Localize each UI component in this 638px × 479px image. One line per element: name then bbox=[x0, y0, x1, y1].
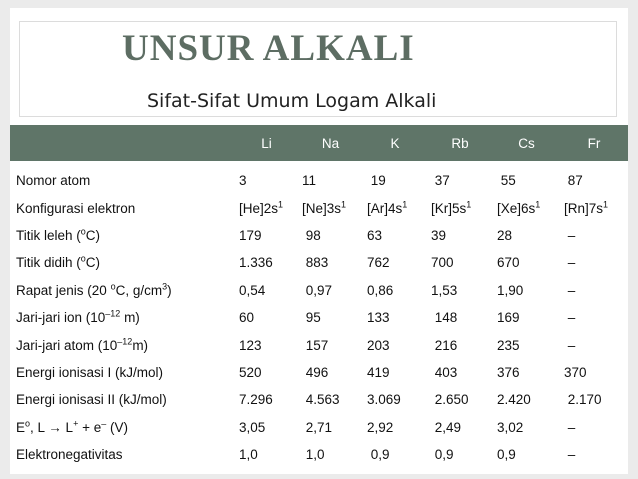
table-cell bbox=[363, 414, 427, 441]
table-cell bbox=[235, 194, 298, 221]
slide-subtitle: Sifat-Sifat Umum Logam Alkali bbox=[147, 90, 437, 112]
row-label bbox=[10, 331, 235, 358]
cell-value: [He]2s bbox=[239, 200, 279, 216]
table-cell bbox=[560, 277, 628, 304]
cell-superscript: 1 bbox=[278, 199, 284, 210]
row-label-text: Jari-jari atom (10 bbox=[16, 337, 118, 353]
table-row bbox=[10, 194, 628, 221]
table-cell bbox=[427, 249, 493, 276]
cell-value: 98 bbox=[302, 227, 321, 243]
cell-value: 2,49 bbox=[431, 419, 462, 435]
table-cell bbox=[298, 194, 363, 221]
row-label-text: (V) bbox=[106, 419, 128, 435]
row-label bbox=[10, 414, 235, 441]
cell-value: 39 bbox=[431, 227, 447, 243]
cell-value: 123 bbox=[239, 337, 262, 353]
row-label-superscript: 3 bbox=[162, 281, 168, 292]
slide-title: UNSUR ALKALI bbox=[122, 28, 415, 69]
cell-value: 133 bbox=[367, 310, 390, 326]
table-cell bbox=[235, 414, 298, 441]
cell-value: 520 bbox=[239, 364, 262, 380]
cell-value: 2.420 bbox=[497, 392, 531, 408]
cell-value: 0,9 bbox=[497, 447, 516, 463]
table-row bbox=[10, 331, 628, 358]
table-cell bbox=[560, 414, 628, 441]
table-cell bbox=[235, 249, 298, 276]
row-label-superscript: o bbox=[80, 226, 86, 237]
row-label-superscript: o bbox=[80, 253, 86, 264]
table-cell bbox=[235, 161, 298, 194]
row-label-text: m) bbox=[132, 337, 149, 353]
table-cell bbox=[560, 359, 628, 386]
table-cell bbox=[560, 441, 628, 468]
cell-superscript: 1 bbox=[402, 199, 408, 210]
row-label-text: + e bbox=[78, 419, 102, 435]
cell-superscript: 1 bbox=[535, 199, 541, 210]
table-cell bbox=[235, 359, 298, 386]
cell-value: 63 bbox=[367, 227, 383, 243]
table-cell bbox=[235, 386, 298, 413]
table-cell bbox=[363, 441, 427, 468]
header-cell-k: K bbox=[390, 135, 400, 151]
table-cell bbox=[298, 304, 363, 331]
table-header-row bbox=[10, 125, 628, 161]
header-cell-li: Li bbox=[261, 135, 272, 151]
row-label-superscript: –12 bbox=[105, 308, 121, 319]
table-cell bbox=[235, 441, 298, 468]
cell-value: [Kr]5s bbox=[431, 200, 467, 216]
row-label-text: C, g/cm bbox=[115, 282, 163, 298]
row-label-text: Rapat jenis (20 bbox=[16, 282, 111, 298]
cell-value: 216 bbox=[431, 337, 458, 353]
table-cell bbox=[560, 194, 628, 221]
properties-table-wrapper bbox=[10, 125, 628, 468]
cell-value: 0,9 bbox=[367, 447, 390, 463]
cell-value: 1,90 bbox=[497, 282, 524, 298]
header-cell-fr: Fr bbox=[587, 135, 601, 151]
table-cell bbox=[560, 386, 628, 413]
cell-value: 2.170 bbox=[564, 392, 602, 408]
cell-value: 0,9 bbox=[431, 447, 454, 463]
table-cell bbox=[560, 304, 628, 331]
table-row bbox=[10, 161, 628, 194]
row-label-superscript: o bbox=[110, 281, 116, 292]
table-cell bbox=[298, 414, 363, 441]
row-label-text: m) bbox=[120, 310, 140, 326]
row-label-text: Nomor atom bbox=[16, 173, 91, 189]
cell-value: 203 bbox=[367, 337, 390, 353]
table-cell bbox=[560, 249, 628, 276]
cell-value: 148 bbox=[431, 310, 458, 326]
cell-value: 55 bbox=[497, 173, 516, 189]
cell-value: 1,0 bbox=[302, 447, 325, 463]
table-row bbox=[10, 359, 628, 386]
cell-value: 2,71 bbox=[302, 419, 333, 435]
row-label-text: C) bbox=[85, 255, 101, 271]
cell-value: 7.296 bbox=[239, 392, 273, 408]
table-cell bbox=[427, 222, 493, 249]
cell-value: 370 bbox=[564, 364, 587, 380]
table-cell bbox=[560, 161, 628, 194]
slide bbox=[10, 8, 628, 474]
cell-value: – bbox=[564, 447, 576, 463]
table-cell bbox=[363, 331, 427, 358]
row-label-text: Titik leleh ( bbox=[16, 227, 81, 243]
cell-value: 883 bbox=[302, 255, 329, 271]
table-cell bbox=[235, 304, 298, 331]
row-label-text: Titik didih ( bbox=[16, 255, 81, 271]
cell-value: 419 bbox=[367, 364, 390, 380]
row-label bbox=[10, 222, 235, 249]
table-cell bbox=[363, 277, 427, 304]
cell-value: 3.069 bbox=[367, 392, 401, 408]
row-label-superscript: + bbox=[73, 418, 79, 429]
cell-value: 169 bbox=[497, 310, 520, 326]
table-cell bbox=[235, 277, 298, 304]
row-label bbox=[10, 359, 235, 386]
row-label bbox=[10, 386, 235, 413]
cell-value: 1,0 bbox=[239, 447, 258, 463]
row-label bbox=[10, 249, 235, 276]
row-label-text: Energi ionisasi II (kJ/mol) bbox=[16, 392, 167, 408]
table-cell bbox=[363, 386, 427, 413]
table-row bbox=[10, 386, 628, 413]
table-cell bbox=[427, 194, 493, 221]
cell-value: 235 bbox=[497, 337, 520, 353]
cell-value: 1.336 bbox=[239, 255, 273, 271]
cell-value: 37 bbox=[431, 173, 450, 189]
cell-value: 19 bbox=[367, 173, 386, 189]
cell-value: 87 bbox=[564, 173, 583, 189]
cell-value: – bbox=[564, 282, 576, 298]
table-cell bbox=[427, 386, 493, 413]
table-row bbox=[10, 304, 628, 331]
cell-value: 496 bbox=[302, 364, 329, 380]
table-cell bbox=[298, 441, 363, 468]
cell-value: – bbox=[564, 337, 576, 353]
cell-value: 762 bbox=[367, 255, 390, 271]
cell-value: [Ar]4s bbox=[367, 200, 403, 216]
cell-value: 3 bbox=[239, 173, 247, 189]
cell-value: [Xe]6s bbox=[497, 200, 536, 216]
table-cell bbox=[427, 277, 493, 304]
table-cell bbox=[427, 161, 493, 194]
cell-value: 2.650 bbox=[431, 392, 469, 408]
cell-value: 3,05 bbox=[239, 419, 266, 435]
row-label-text: Energi ionisasi I (kJ/mol) bbox=[16, 364, 164, 380]
header-cell-label bbox=[10, 125, 235, 161]
table-cell bbox=[298, 249, 363, 276]
cell-superscript: 1 bbox=[603, 199, 609, 210]
cell-value: 11 bbox=[302, 173, 317, 189]
cell-value: 179 bbox=[239, 227, 262, 243]
table-cell bbox=[235, 331, 298, 358]
table-cell bbox=[298, 331, 363, 358]
table-cell bbox=[560, 331, 628, 358]
table-cell bbox=[493, 277, 560, 304]
cell-value: 0,86 bbox=[367, 282, 394, 298]
table-cell bbox=[363, 359, 427, 386]
table-cell bbox=[493, 386, 560, 413]
cell-superscript: 1 bbox=[466, 199, 472, 210]
cell-value: 700 bbox=[431, 255, 454, 271]
table-cell bbox=[493, 222, 560, 249]
table-cell bbox=[298, 222, 363, 249]
row-label-text: C) bbox=[85, 227, 101, 243]
table-cell bbox=[493, 331, 560, 358]
table-cell bbox=[427, 359, 493, 386]
cell-value: [Ne]3s bbox=[302, 200, 342, 216]
cell-value: – bbox=[564, 419, 576, 435]
cell-value: – bbox=[564, 227, 576, 243]
cell-value: 3,02 bbox=[497, 419, 524, 435]
table-cell bbox=[427, 414, 493, 441]
row-label-text: E bbox=[16, 419, 26, 435]
cell-value: [Rn]7s bbox=[564, 200, 604, 216]
cell-value: 0,97 bbox=[302, 282, 333, 298]
table-cell bbox=[493, 414, 560, 441]
table-cell bbox=[493, 194, 560, 221]
cell-value: 2,92 bbox=[367, 419, 394, 435]
row-label-superscript: –12 bbox=[117, 336, 133, 347]
row-label-superscript: – bbox=[101, 418, 107, 429]
cell-value: 157 bbox=[302, 337, 329, 353]
table-cell bbox=[363, 304, 427, 331]
table-cell bbox=[363, 161, 427, 194]
cell-value: – bbox=[564, 310, 576, 326]
table-row bbox=[10, 441, 628, 468]
cell-value: – bbox=[564, 255, 576, 271]
table-cell bbox=[427, 441, 493, 468]
table-row bbox=[10, 414, 628, 441]
cell-superscript: 1 bbox=[341, 199, 347, 210]
table-cell bbox=[298, 161, 363, 194]
table-cell bbox=[235, 222, 298, 249]
header-cell-cs: Cs bbox=[518, 135, 535, 151]
table-cell bbox=[298, 277, 363, 304]
table-cell bbox=[493, 359, 560, 386]
header-cell-rb: Rb bbox=[451, 135, 469, 151]
row-label bbox=[10, 194, 235, 221]
table-row bbox=[10, 277, 628, 304]
header-cell-na: Na bbox=[321, 135, 340, 151]
cell-value: 60 bbox=[239, 310, 255, 326]
cell-value: 670 bbox=[497, 255, 520, 271]
row-label-superscript: o bbox=[25, 418, 31, 429]
table-row bbox=[10, 222, 628, 249]
row-label-text: ) bbox=[167, 282, 172, 298]
table-cell bbox=[493, 304, 560, 331]
table-cell bbox=[298, 386, 363, 413]
row-label-text: , L → L bbox=[30, 419, 74, 435]
cell-value: 1,53 bbox=[431, 282, 458, 298]
cell-value: 376 bbox=[497, 364, 520, 380]
row-label bbox=[10, 277, 235, 304]
cell-value: 28 bbox=[497, 227, 513, 243]
table-row bbox=[10, 249, 628, 276]
cell-value: 4.563 bbox=[302, 392, 340, 408]
cell-value: 0,54 bbox=[239, 282, 266, 298]
row-label bbox=[10, 304, 235, 331]
row-label bbox=[10, 161, 235, 194]
table-cell bbox=[493, 249, 560, 276]
table-cell bbox=[363, 249, 427, 276]
table-cell bbox=[298, 359, 363, 386]
table-cell bbox=[363, 222, 427, 249]
row-label bbox=[10, 441, 235, 468]
row-label-text: Elektronegativitas bbox=[16, 447, 123, 463]
table-cell bbox=[493, 441, 560, 468]
row-label-text: Jari-jari ion (10 bbox=[16, 310, 106, 326]
table-cell bbox=[427, 331, 493, 358]
table-cell bbox=[363, 194, 427, 221]
table-cell bbox=[493, 161, 560, 194]
table-cell bbox=[560, 222, 628, 249]
cell-value: 403 bbox=[431, 364, 458, 380]
table-cell bbox=[427, 304, 493, 331]
cell-value: 95 bbox=[302, 310, 321, 326]
row-label-text: Konfigurasi elektron bbox=[16, 200, 136, 216]
alkali-properties-table bbox=[10, 125, 628, 468]
